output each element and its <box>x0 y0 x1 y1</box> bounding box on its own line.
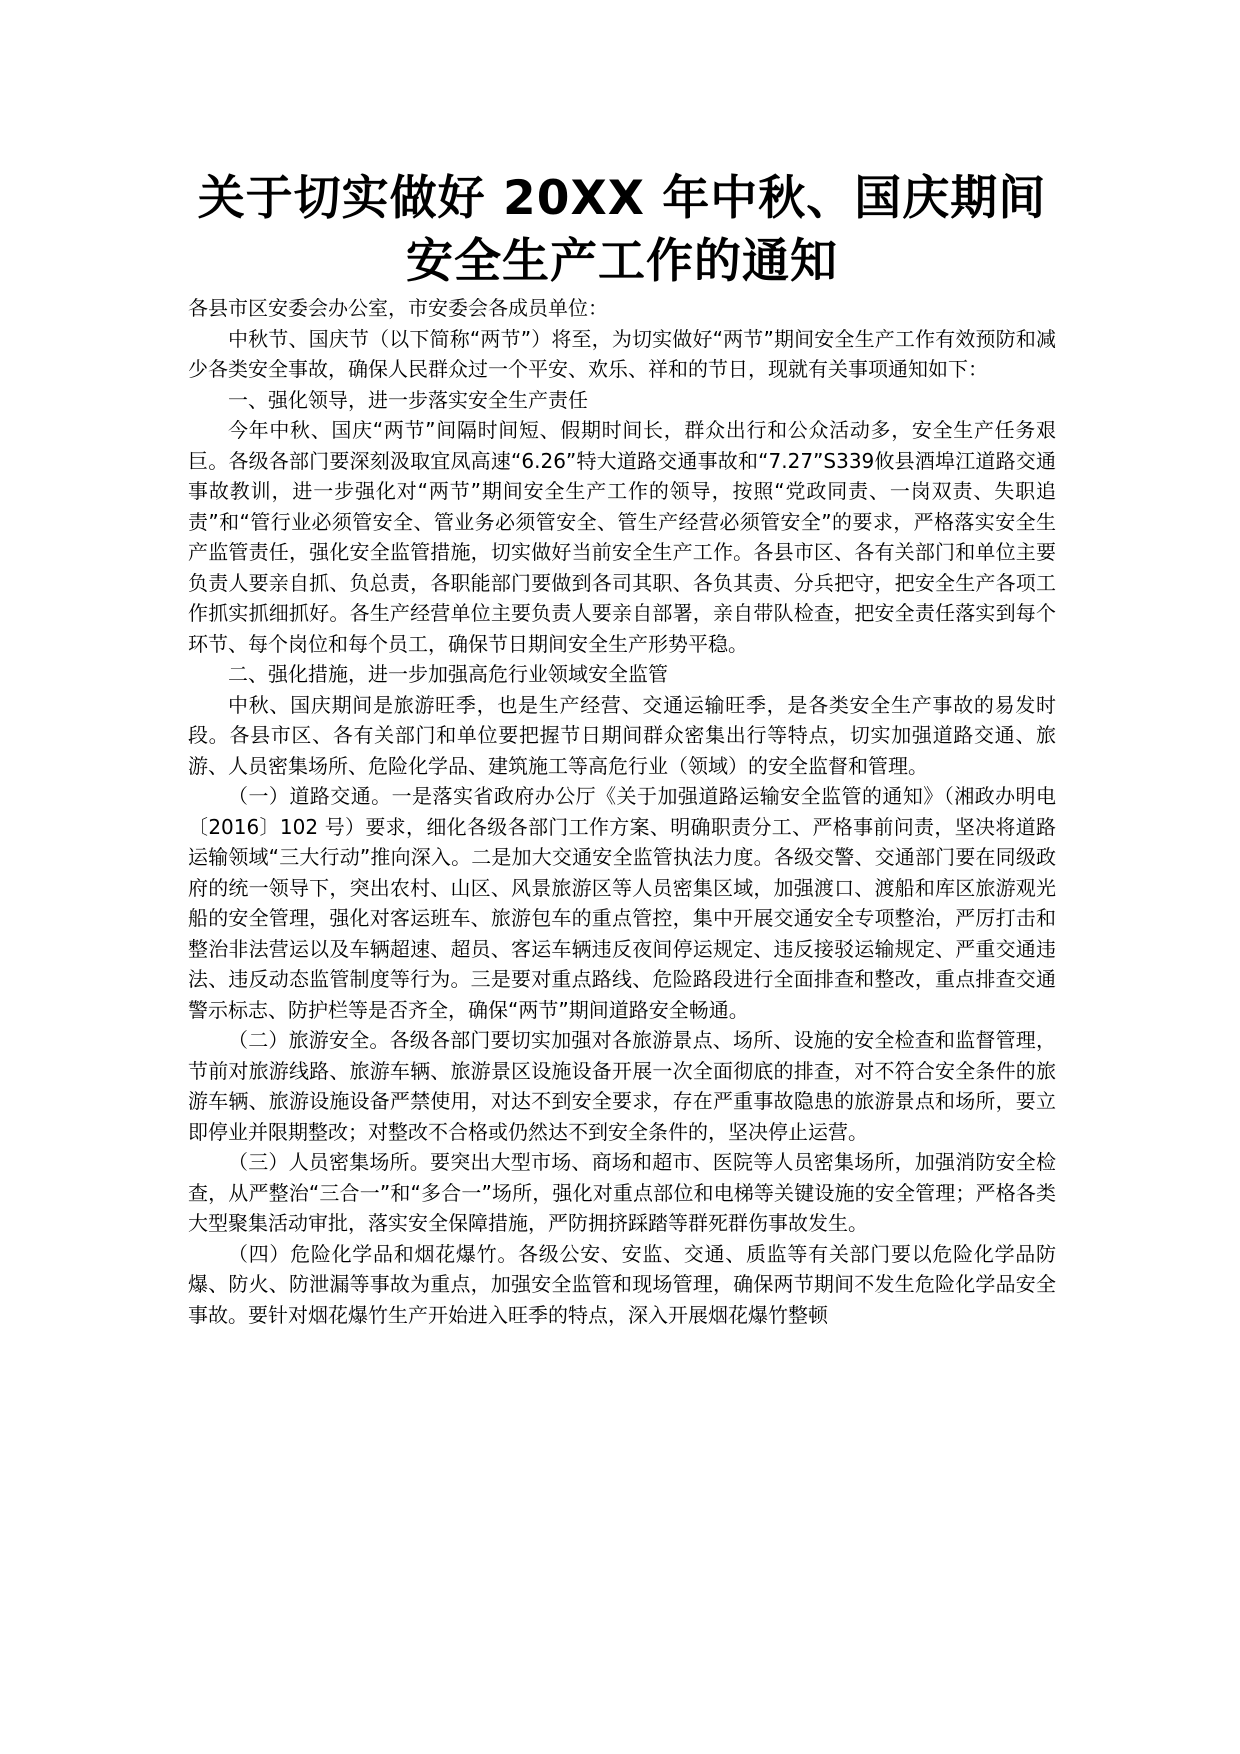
title-line-2: 安全生产工作的通知 <box>406 234 838 289</box>
paragraph-intro: 中秋节、国庆节（以下简称“两节”）将至，为切实做好“两节”期间安全生产工作有效预防和减少各类安全事故，确保人民群众过一个平安、欢乐、祥和的节日，现就有关事项通知如下： <box>188 326 1056 381</box>
paragraph-crowded-places: （三）人员密集场所。要突出大型市场、商场和超市、医院等人员密集场所，加强消防安全检查，从严整治“三合一”和“多合一”场所，强化对重点部位和电梯等关键设施的安全管理；严格各类大型聚集活动审批，落实安全保障措施，严防拥挤踩踏等群死群伤事故发生。 <box>188 1150 1056 1235</box>
salutation: 各县市区安委会办公室，市安委会各成员单位： <box>188 296 608 320</box>
paragraph-tourism-safety: （二）旅游安全。各级各部门要切实加强对各旅游景点、场所、设施的安全检查和监督管理，节前对旅游线路、旅游车辆、旅游景区设施设备开展一次全面彻底的排查，对不符合安全条件的旅游车辆、旅游设施设备严禁使用，对达不到安全要求，存在严重事故隐患的旅游景点和场所，要立即停业并限期整改；对整改不合格或仍然达不到安全条件的，坚决停止运营。 <box>188 1028 1056 1144</box>
paragraph-road-traffic: （一）道路交通。一是落实省政府办公厅《关于加强道路运输安全监管的通知》（湘政办明电〔2016〕102 号）要求，细化各级各部门工作方案、明确职责分工、严格事前问责，坚决将道路运输领域“三大行动”推向深入。二是加大交通安全监管执法力度。各级交警、交通部门要在同级政府的统一领导下，突出农村、山区、风景旅游区等人员密集区域，加强渡口、渡船和库区旅游观光船的安全管理，强化对客运班车、旅游包车的重点管控，集中开展交通安全专项整治，严厉打击和整治非法营运以及车辆超速、超员、客运车辆违反夜间停运规定、违反接驳运输规定、严重交通违法、违反动态监管制度等行为。三是要对重点路线、危险路段进行全面排查和整改，重点排查交通警示标志、防护栏等是否齐全，确保“两节”期间道路安全畅通。 <box>188 784 1056 1022</box>
document-body <box>188 293 1056 1330</box>
section-heading-1: 一、强化领导，进一步落实安全生产责任 <box>228 387 588 412</box>
paragraph-section-1: 今年中秋、国庆“两节”间隔时间短、假期时间长，群众出行和公众活动多，安全生产任务艰巨。各级各部门要深刻汲取宜凤高速“6.26”特大道路交通事故和“7.27”S339攸县酒埠江道路交通事故教训，进一步强化对“两节”期间安全生产工作的领导，按照“党政同责、一岗双责、失职追责”和“管行业必须管安全、管业务必须管安全、管生产经营必须管安全”的要求，严格落实安全生产监管责任，强化安全监管措施，切实做好当前安全生产工作。各县市区、各有关部门和单位主要负责人要亲自抓、负总责，各职能部门要做到各司其职、各负其责、分兵把守，把安全生产各项工作抓实抓细抓好。各生产经营单位主要负责人要亲自部署，亲自带队检查，把安全责任落实到每个环节、每个岗位和每个员工，确保节日期间安全生产形势平稳。 <box>188 418 1056 656</box>
document-page <box>188 0 1056 1754</box>
section-heading-2: 二、强化措施，进一步加强高危行业领域安全监管 <box>228 662 668 686</box>
paragraph-section-2: 中秋、国庆期间是旅游旺季，也是生产经营、交通运输旺季，是各类安全生产事故的易发时段。各县市区、各有关部门和单位要把握节日期间群众密集出行等特点，切实加强道路交通、旅游、人员密集场所、危险化学品、建筑施工等高危行业（领域）的安全监督和管理。 <box>188 692 1056 778</box>
paragraph-hazardous-chemicals: （四）危险化学品和烟花爆竹。各级公安、安监、交通、质监等有关部门要以危险化学品防爆、防火、防泄漏等事故为重点，加强安全监管和现场管理，确保两节期间不发生危险化学品安全事故。要针对烟花爆竹生产开始进入旺季的特点，深入开展烟花爆竹整顿 <box>188 1241 1056 1327</box>
title-line-1: 关于切实做好 20XX 年中秋、国庆期间 <box>197 171 1047 226</box>
document-title <box>188 0 1056 293</box>
